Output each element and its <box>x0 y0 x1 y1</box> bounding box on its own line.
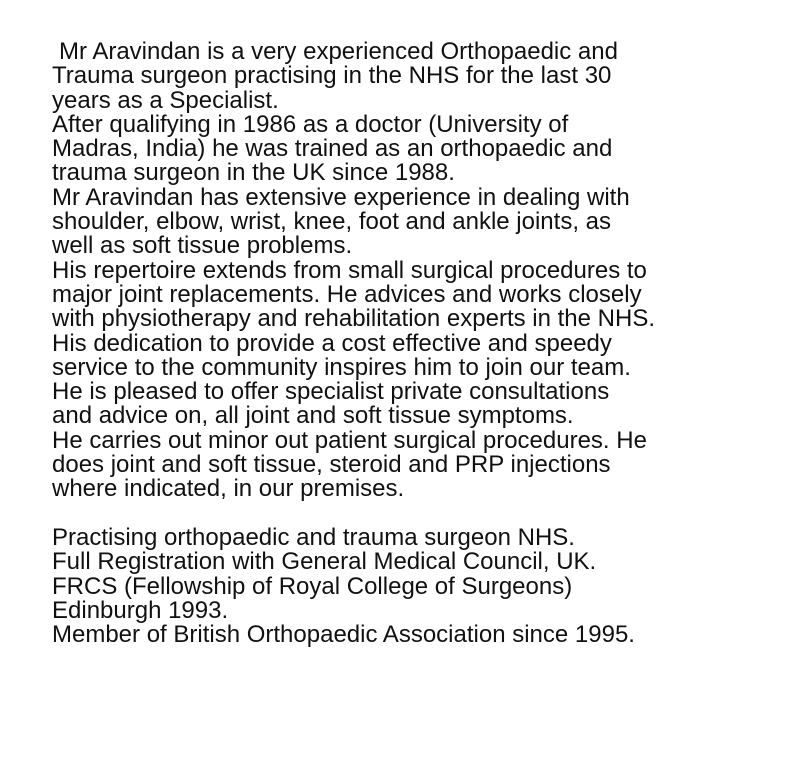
bio-line: shoulder, elbow, wrist, knee, foot and ankle joints, as <box>52 208 611 236</box>
credential-line: FRCS (Fellowship of Royal College of Surgeons) <box>52 572 573 600</box>
bio-line: service to the community inspires him to join our team. <box>52 353 631 381</box>
bio-line: does joint and soft tissue, steroid and PRP injections <box>52 451 611 479</box>
bio-line: His repertoire extends from small surgical procedures to <box>52 256 647 284</box>
bio-line: Mr Aravindan is a very experienced Orthopaedic and <box>59 38 618 65</box>
bio-line: trauma surgeon in the UK since 1988. <box>52 159 455 187</box>
bio-line: Mr Aravindan has extensive experience in dealing with <box>52 183 630 211</box>
credential-line: Edinburgh 1993. <box>52 596 229 624</box>
bio-line: He carries out minor out patient surgical procedures. He <box>52 426 647 454</box>
credentials-list <box>52 523 792 649</box>
paragraph-spacer <box>52 502 792 526</box>
credential-line: Member of British Orthopaedic Association since 1995. <box>52 621 635 649</box>
bio-line: He is pleased to offer specialist private consultations <box>52 378 610 406</box>
biography-paragraph <box>52 40 792 502</box>
bio-line: major joint replacements. He advices and works closely <box>52 280 642 308</box>
credential-line: Full Registration with General Medical Council, UK. <box>52 548 597 576</box>
credential-line: Practising orthopaedic and trauma surgeon NHS. <box>52 523 575 551</box>
surgeon-profile-text <box>52 40 792 647</box>
bio-line: with physiotherapy and rehabilitation experts in the NHS. <box>52 305 655 333</box>
bio-line: After qualifying in 1986 as a doctor (University of <box>52 110 569 138</box>
bio-line: years as a Specialist. <box>52 86 279 114</box>
bio-line: where indicated, in our premises. <box>52 475 405 503</box>
bio-line: Trauma surgeon practising in the NHS for the last 30 <box>52 62 612 90</box>
bio-line: and advice on, all joint and soft tissue symptoms. <box>52 402 574 430</box>
bio-line: Madras, India) he was trained as an orthopaedic and <box>52 135 613 163</box>
bio-line: His dedication to provide a cost effective and speedy <box>52 329 612 357</box>
bio-line: well as soft tissue problems. <box>52 232 353 260</box>
